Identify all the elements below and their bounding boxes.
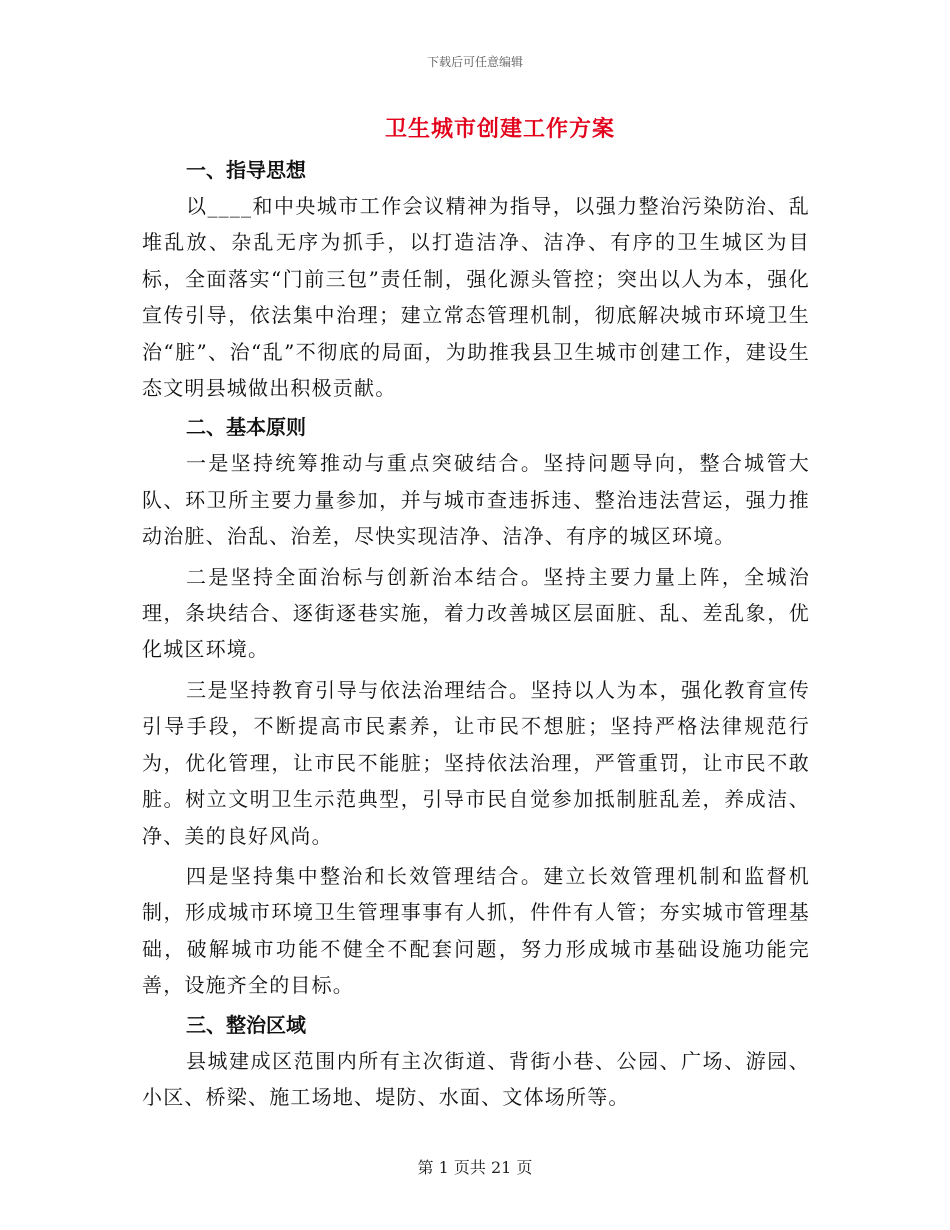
section-heading-rectification-area: 三、整治区域 <box>186 1012 306 1037</box>
paragraph-principle-4: 四是坚持集中整治和长效管理结合。建立长效管理机制和监督机制，形成城市环境卫生管理事事有人抓，件件有人管；夯实城市管理基础，破解城市功能不健全不配套问题，努力形成城市基础设施功能完善，设施齐全的目标。 <box>142 863 810 998</box>
document-title: 卫生城市创建工作方案 <box>384 116 615 142</box>
paragraph-rectification-area: 县城建成区范围内所有主次街道、背街小巷、公园、广场、游园、小区、桥梁、施工场地、堤防、水面、文体场所等。 <box>142 1048 810 1109</box>
paragraph-principle-2: 二是坚持全面治标与创新治本结合。坚持主要力量上阵，全城治理，条块结合、逐街逐巷实施，着力改善城区层面脏、乱、差乱象，优化城区环境。 <box>142 564 810 662</box>
paragraph-principle-3: 三是坚持教育引导与依法治理结合。坚持以人为本，强化教育宣传引导手段，不断提高市民素养，让市民不想脏；坚持严格法律规范行为，优化管理，让市民不能脏；坚持依法治理，严管重罚，让市民不敢脏。树立文明卫生示范典型，引导市民自觉参加抵制脏乱差，养成洁、净、美的良好风尚。 <box>142 677 810 848</box>
paragraph-guiding-ideology: 以____和中央城市工作会议精神为指导，以强力整治污染防治、乱堆乱放、杂乱无序为抓手，以打造洁净、洁净、有序的卫生城区为目标，全面落实“门前三包”责任制，强化源头管控；突出以人为本，强化宣传引导，依法集中治理；建立常态管理机制，彻底解决城市环境卫生治“脏”、治“乱”不彻底的局面，为助推我县卫生城市创建工作，建设生态文明县城做出积极贡献。 <box>142 194 810 401</box>
header-note: 下载后可任意编辑 <box>426 55 523 69</box>
section-heading-guiding-ideology: 一、指导思想 <box>186 158 306 182</box>
section-heading-basic-principles: 二、基本原则 <box>186 415 306 440</box>
page-footer: 第 1 页共 21 页 <box>417 1158 533 1177</box>
document-body <box>142 152 810 1115</box>
paragraph-principle-1: 一是坚持统筹推动与重点突破结合。坚持问题导向，整合城管大队、环卫所主要力量参加，并与城市查违拆违、整治违法营运，强力推动治脏、治乱、治差，尽快实现洁净、洁净、有序的城区环境。 <box>142 451 810 549</box>
